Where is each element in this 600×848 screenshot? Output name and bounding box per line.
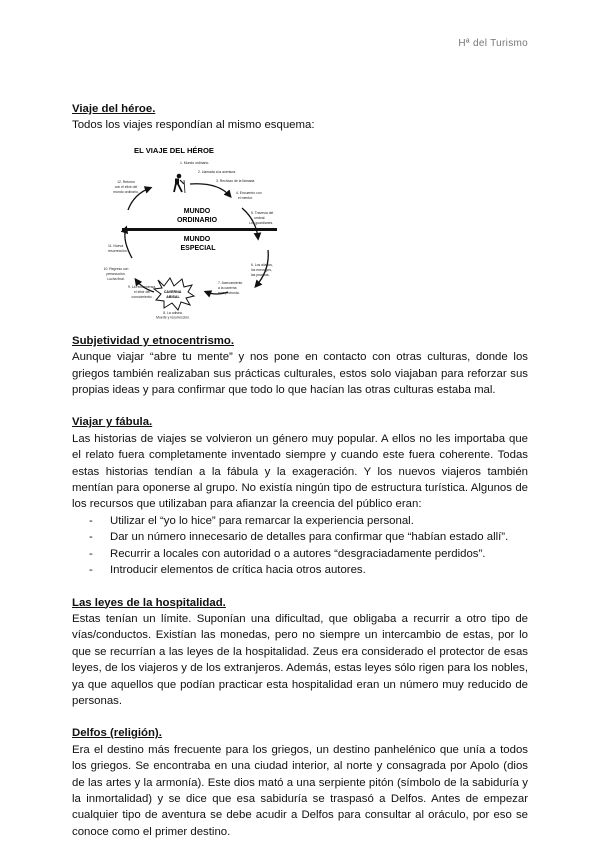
step-label: más profunda. xyxy=(218,290,240,295)
step-label: 4. Encuentro con xyxy=(236,190,262,195)
list-item: - Recurrir a locales con autoridad o a autores “desgraciadamente perdidos”. xyxy=(89,546,528,562)
step-label: 1. Mundo ordinario. xyxy=(180,160,210,165)
step-label: 12. Retorno xyxy=(117,179,135,184)
step-label: los enemigos, xyxy=(251,267,272,272)
section-paragraph: Todos los viajes respondían al mismo esquema: xyxy=(72,119,315,132)
hiker-icon xyxy=(174,174,185,193)
step-label: 9. La recompensa, xyxy=(127,284,157,289)
step-label: con el elixir del xyxy=(114,184,138,189)
section-hospitalidad xyxy=(72,595,528,710)
lower-world-label: MUNDO xyxy=(183,235,211,243)
world-divider xyxy=(122,228,277,231)
section-viaje-heroe xyxy=(72,101,528,320)
upper-world-label: ORDINARIO xyxy=(176,216,218,224)
step-label: resurrección. xyxy=(108,248,128,253)
step-label: 6. Los aliados, xyxy=(251,262,273,267)
section-delfos xyxy=(72,725,528,840)
section-heading: Delfos (religión). xyxy=(72,727,162,740)
upper-world-label: MUNDO xyxy=(183,207,211,215)
section-paragraph: Aunque viajar “abre tu mente” y nos pone en contacto con otras culturas, donde los griegos también realizaban sus prácticas culturales, estos solo viajaban para reforzar sus propias ideas y para confirmar que todo lo que hacían las otras culturas estaba mal. xyxy=(72,351,528,397)
section-heading: Viaje del héroe. xyxy=(72,103,156,115)
step-label: persecución. xyxy=(106,271,126,276)
page-header: Hª del Turismo xyxy=(458,38,528,49)
hero-journey-diagram xyxy=(72,140,528,320)
abyss-star-icon xyxy=(154,278,194,310)
section-viajar-fabula xyxy=(72,414,528,578)
step-label: umbral. xyxy=(254,215,266,220)
step-label: Lucha final. xyxy=(107,276,125,281)
step-label: 11. Nueva xyxy=(108,243,124,248)
step-label: 7. Acercamiento xyxy=(218,280,243,285)
step-label: conocimiento. xyxy=(131,294,153,299)
step-label: a la caverna xyxy=(218,285,237,290)
step-label: las pruebas. xyxy=(251,272,270,277)
list-item: - Introducir elementos de crítica hacia otros autores. xyxy=(89,562,528,578)
star-label: ABISAL xyxy=(166,294,180,299)
star-label: CAVERNA xyxy=(163,289,182,294)
step-label: Muerte y resurrección. xyxy=(156,315,190,320)
cycle-arrow xyxy=(190,184,230,196)
section-paragraph: Las historias de viajes se volvieron un género muy popular. A ellos no les importaba que el relato fuera completamente inventado siempre y cuando este fuera coherente. Todas estas historias tendían a la fábula y la exageración. Y los nuevos viajeros también mentían para oponerse al grupo. No existía ningún tipo de estructura turística. Algunos de los recursos que utilizaban para afianzar la creencia del público eran: xyxy=(72,432,528,511)
section-heading: Las leyes de la hospitalidad. xyxy=(72,596,226,609)
step-label: el elixir del xyxy=(133,289,151,294)
list-item: - Utilizar el “yo lo hice” para remarcar la experiencia personal. xyxy=(89,513,528,529)
step-label: el mentor. xyxy=(238,195,253,200)
section-paragraph: Estas tenían un límite. Suponían una dificultad, que obligaba a recurrir a otro tipo de vías/conductos. Existían las monedas, pero no siempre un intercambio de estas, por lo que se recurrían a las leyes de la hospitalidad. Zeus era considerado el protector de esas leyes, de los viajeros y de los extranjeros. Además, estas leyes sólo rigen para los nobles, ya que aquellos que podían practicar esta hospitalidad eran un número muy reducido de personas. xyxy=(72,612,528,707)
section-subjetividad xyxy=(72,333,528,399)
section-paragraph: Era el destino más frecuente para los griegos, un destino panhelénico que unía a todos los griegos. Se encontraba en una ciudad interior, al norte y consagrada por Apolo (dios de las artes y la armonía). Este dios mató a una serpiente pitón (símbolo de la sabiduría y la inmortalidad) y se dice que esa sabiduría se traspasó a Delfos. Antes de empezar cualquier tipo de aventura se debe acudir a Delfos para consultar al oráculo, por eso se conoce como el primer destino. xyxy=(72,743,528,838)
document-body xyxy=(72,101,528,840)
diagram-title: EL VIAJE DEL HÉROE xyxy=(134,145,214,155)
svg-text:CAVERNA ABISAL xyxy=(164,290,182,299)
list-item: - Dar un número innecesario de detalles para confirmar que “habían estado allí”. xyxy=(89,529,528,545)
step-label: 5. Travesía del xyxy=(251,210,274,215)
step-label: 10. Regreso con xyxy=(103,266,129,271)
section-heading: Viajar y fábula. xyxy=(72,416,153,429)
step-label: 2. Llamada a la aventura. xyxy=(198,169,237,174)
cycle-arrow xyxy=(125,228,132,258)
step-label: 3. Rechazo de la llamada. xyxy=(216,178,256,183)
lower-world-label: ESPECIAL xyxy=(180,244,216,252)
step-label: Los guardianes. xyxy=(249,220,274,225)
step-label: 8. La odisea. xyxy=(163,310,183,315)
resource-list xyxy=(72,513,528,579)
step-label: mundo ordinario. xyxy=(113,189,139,194)
section-heading: Subjetividad y etnocentrismo. xyxy=(72,334,235,347)
